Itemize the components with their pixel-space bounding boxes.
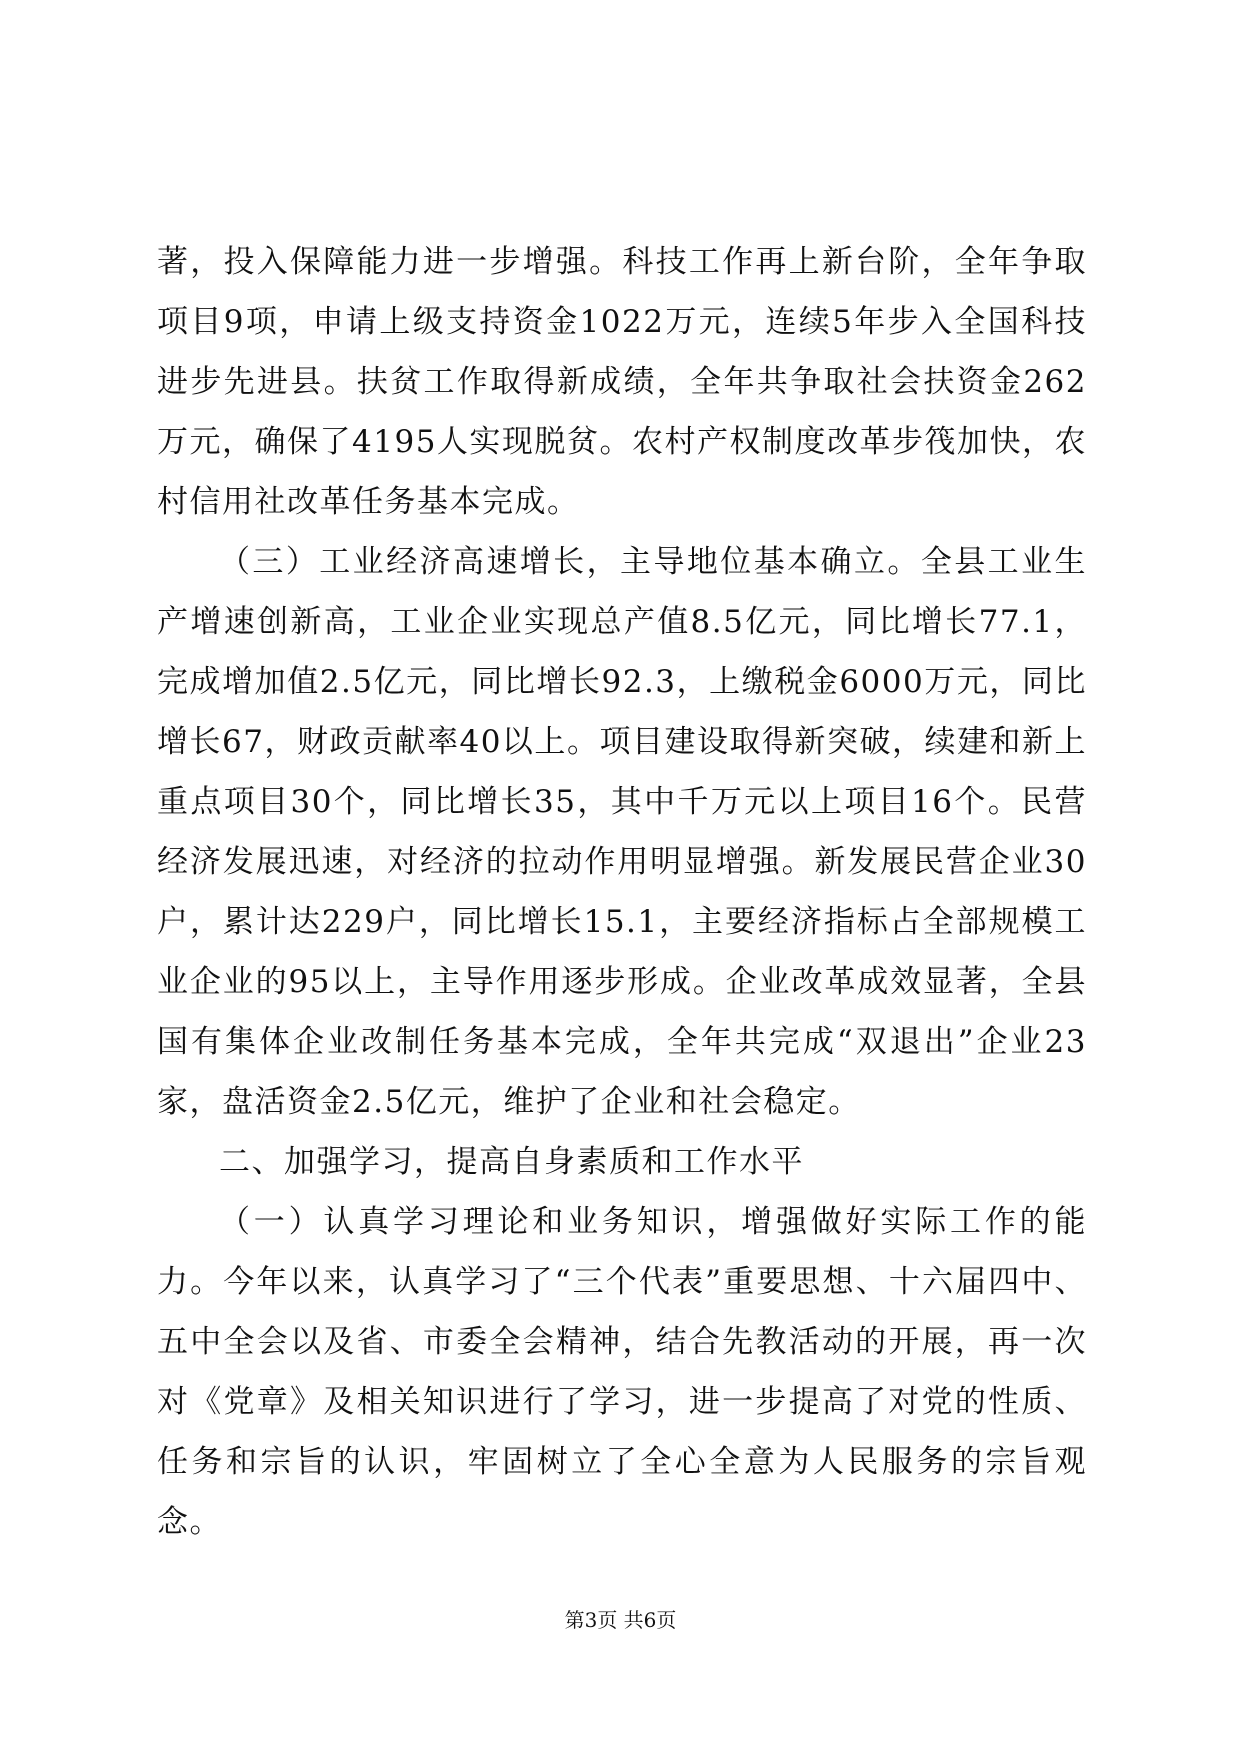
section-heading-study: 二、加强学习，提高自身素质和工作水平: [219, 1144, 804, 1180]
section-paragraph-industry: （三）工业经济高速增长，主导地位基本确立。全县工业生产增速创新高，工业企业实现总产值8.5亿元，同比增长77.1，完成增加值2.5亿元，同比增长92.3，上缴税金6000万元，同比增长67，财政贡献率40以上。项目建设取得新突破，续建和新上重点项目30个，同比增长35，其中千万元以上项目16个。民营经济发展迅速，对经济的拉动作用明显增强。新发展民营企业30户，累计达229户，同比增长15.1，主要经济指标占全部规模工业企业的95以上，主导作用逐步形成。企业改革成效显著，全县国有集体企业改制任务基本完成，全年共完成“双退出”企业23家，盘活资金2.5亿元，维护了企业和社会稳定。: [157, 544, 1087, 1120]
page-number-footer: 第3页 共6页: [564, 1608, 677, 1632]
document-body: [157, 232, 1087, 1552]
subsection-paragraph-learning: （一）认真学习理论和业务知识，增强做好实际工作的能力。今年以来，认真学习了“三个代表”重要思想、十六届四中、五中全会以及省、市委全会精神，结合先教活动的开展，再一次对《党章》及相关知识进行了学习，进一步提高了对党的性质、任务和宗旨的认识，牢固树立了全心全意为人民服务的宗旨观念。: [157, 1204, 1087, 1540]
body-paragraph: 著，投入保障能力进一步增强。科技工作再上新台阶，全年争取项目9项，申请上级支持资金1022万元，连续5年步入全国科技进步先进县。扶贫工作取得新成绩，全年共争取社会扶资金262万元，确保了4195人实现脱贫。农村产权制度改革步筏加快，农村信用社改革任务基本完成。: [157, 244, 1087, 520]
